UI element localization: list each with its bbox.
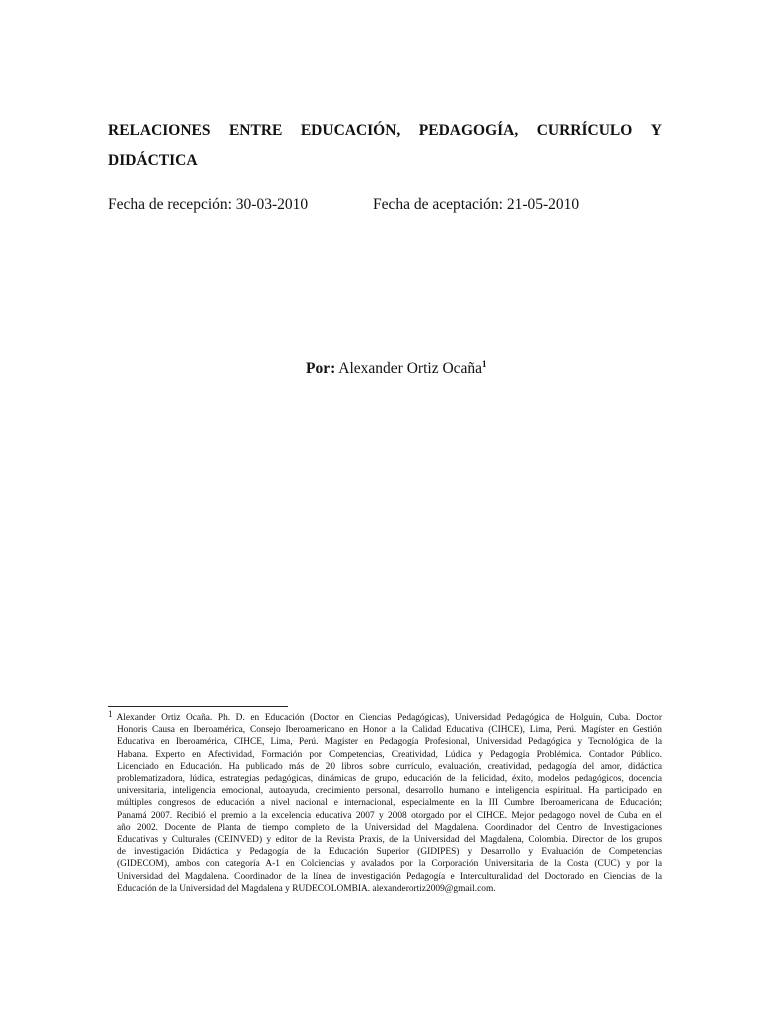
title-word: PEDAGOGÍA, (418, 122, 519, 139)
author-footnote-mark: 1 (482, 359, 487, 369)
document-title (108, 116, 662, 176)
footnote-line: (GIDECOM), ambos con categoría A-1 en Colciencias y avalados por la Corporación Universitaria de la Costa (CUC) y por la (117, 859, 662, 870)
footnote-mark: 1 (108, 709, 113, 719)
footnote-line: problematizadora, lúdica, estrategias pedagógicas, dinámicas de grupo, educación de la felicidad, éxito, modelos pedagógicos, docencia (117, 774, 662, 785)
footnote-text: Alexander Ortiz Ocaña. Ph. D. en Educación (Doctor en Ciencias Pedagógicas), Universidad Pedagógica de Holguín, Cuba. Doctor (116, 713, 662, 723)
footnote-line: de investigación Didáctica y Pedagogía de la Educación Superior (GIDIPES) y Desarrollo y Evaluación de Competencias (117, 847, 662, 858)
acceptance-date: Fecha de aceptación: 21-05-2010 (373, 196, 580, 213)
title-word: ENTRE (228, 122, 283, 139)
footnote-line (108, 709, 662, 724)
footnote-separator (108, 706, 288, 707)
title-line-2: DIDÁCTICA (108, 152, 198, 169)
footnote-line: Educativas y Culturales (CEINVED) y editor de la Revista Praxis, de la Universidad del Magdalena, Colombia. Director de los grupos (117, 835, 662, 846)
dates-row (108, 196, 668, 216)
title-word: RELACIONES (108, 122, 211, 139)
reception-date: Fecha de recepción: 30-03-2010 (108, 196, 309, 213)
footnote-line: Honoris Causa en Iberoamérica, Consejo Iberoamericano en Honor a la Calidad Educativa (CIHCE), Lima, Perú. Magíster en Gestión (117, 725, 662, 736)
author-line (306, 360, 487, 378)
footnote-line: Licenciado en Educación. Ha publicado más de 20 libros sobre currículo, evaluación, creatividad, pedagogía del amor, didáctica (117, 761, 662, 772)
footnote-line: Educación de la Universidad del Magdalena y RUDECOLOMBIA. alexanderortiz2009@gmail.com. (117, 883, 496, 894)
author-prefix: Por: (306, 360, 336, 377)
footnote-line: universitaria, inteligencia emocional, autoayuda, crecimiento personal, desarrollo humano e inteligencia espiritual. Ha participado en (117, 786, 662, 797)
footnote-line: Panamá 2007. Recibió el premio a la excelencia educativa 2007 y 2008 otorgado por el CIHCE. Mejor pedagogo novel de Cuba en el (117, 810, 662, 821)
footnote-line: año 2002. Docente de Planta de tiempo completo de la Universidad del Magdalena. Coordinador del Centro de Investigaciones (117, 822, 662, 833)
footnote-line: Habana. Experto en Afectividad, Formación por Competencias, Creatividad, Lúdica y Pedagogía Problémica. Contador Público. (117, 749, 662, 760)
footnote-line: Universidad del Magdalena. Coordinador de la línea de investigación Pedagogía e Interculturalidad del Doctorado en Ciencias de la (117, 871, 662, 882)
footnote-line: múltiples congresos de educación a nivel nacional e internacional, especialmente en la III Cumbre Iberoamericana de Educación; (117, 798, 662, 809)
title-line-1 (108, 116, 662, 146)
title-word: EDUCACIÓN, (300, 122, 401, 139)
footnote (108, 709, 662, 895)
author-name: Alexander Ortiz Ocaña (338, 360, 483, 377)
title-word: CURRÍCULO (536, 122, 633, 139)
title-word: Y (650, 122, 662, 139)
footnote-line: Educativa en Iberoamérica, CIHCE, Lima, Perú. Magíster en Pedagogía Profesional, Universidad Pedagógica y Tecnológica de la (117, 737, 662, 748)
